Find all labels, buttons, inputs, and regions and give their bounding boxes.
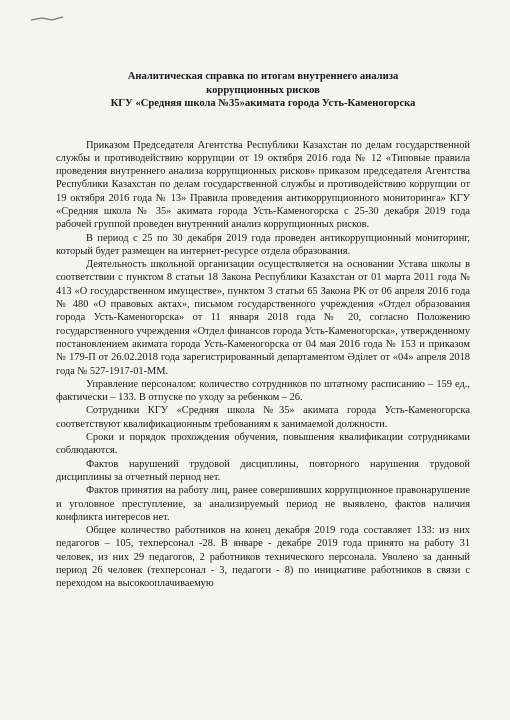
- paragraph-staff-count: Общее количество работников на конец декабря 2019 года составляет 133: из них педагогов – 105, техперсонал -28. В январе - декабре 2019 года принято на работу 31 человек, из них 29 педагогов, 2 работников технического персонала. Уволено за данный период 26 человек (техперсонал - 3, педагоги - 8) по инициативе работников в связи с переходом на высокооплачиваемую: [56, 525, 470, 590]
- paragraph-activity-basis: Деятельность школьной организации осуществляется на основании Устава школы в соответствии с пунктом 8 статьи 18 Закона Республики Казахстан от 01 марта 2011 года № 413 «О государственном имуществе», пунктом 3 статьи 65 Закона РК от 06 апреля 2016 года № 480 «О правовых актах», письмом государственного учреждения «Отдел образования города Усть-Каменогорска» от 11 января 2018 года № 20, согласно Положению государственного учреждения «Отдел финансов города Усть-Каменогорска», утвержденному постановлением акимата города Усть-Каменогорска от 04 мая 2016 года № 153 и приказом № 179-П от 26.02.2018 года зарегистрированный департаментом Әділет от «04» апреля 2018 года № 527-1917-01-ММ.: [56, 259, 470, 377]
- title-line-3: КГУ «Средняя школа №35»акимата города Усть-Каменогорска: [110, 98, 416, 109]
- paragraph-qualification: Сотрудники КГУ «Средняя школа №35» акимата города Усть-Каменогорска соответствуют квалификационным требованиям к занимаемой должности.: [56, 405, 470, 430]
- title-line-2: коррупционных рисков: [206, 84, 320, 96]
- paragraph-hiring: Фактов принятия на работу лиц, ранее совершивших коррупционное правонарушение и уголовное преступление, за анализируемый период не выявлено, фактов наличия конфликта интересов нет.: [56, 485, 470, 523]
- document-body: [56, 139, 470, 591]
- paragraph-order: Приказом Председателя Агентства Республики Казахстан по делам государственной службы и противодействию коррупции от 19 октября 2016 года № 12 «Типовые правила проведения внутреннего анализа коррупционных рисков» приказом председателя Агентства Республики Казахстан по делам государственной службы и противодействию коррупции от 19 октября 2016 года № 13» Правила проведения антикоррупционного мониторинга» КГУ «Средняя школа № 35» акимата города Усть-Каменогорска с 25-30 декабря 2019 года рабочей группой проведен внутренний анализ коррупционных рисков.: [56, 139, 470, 231]
- paragraph-discipline: Фактов нарушений трудовой дисциплины, повторного нарушения трудовой дисциплины за отчетный период нет.: [56, 458, 470, 483]
- paragraph-personnel: Управление персоналом: количество сотрудников по штатному расписанию – 159 ед., фактически – 133. В отпуске по уходу за ребенком – 26.: [56, 378, 470, 404]
- pen-mark-icon: [30, 14, 64, 24]
- paragraph-training: Сроки и порядок прохождения обучения, повышения квалификации сотрудниками соблюдаются.: [56, 432, 470, 457]
- document-title: [56, 70, 470, 111]
- title-line-1: Аналитическая справка по итогам внутреннего анализа: [127, 71, 399, 82]
- paragraph-monitoring: В период с 25 по 30 декабря 2019 года проведен антикоррупционный мониторинг, который будет размещен на интернет-ресурсе отдела образования.: [56, 232, 470, 257]
